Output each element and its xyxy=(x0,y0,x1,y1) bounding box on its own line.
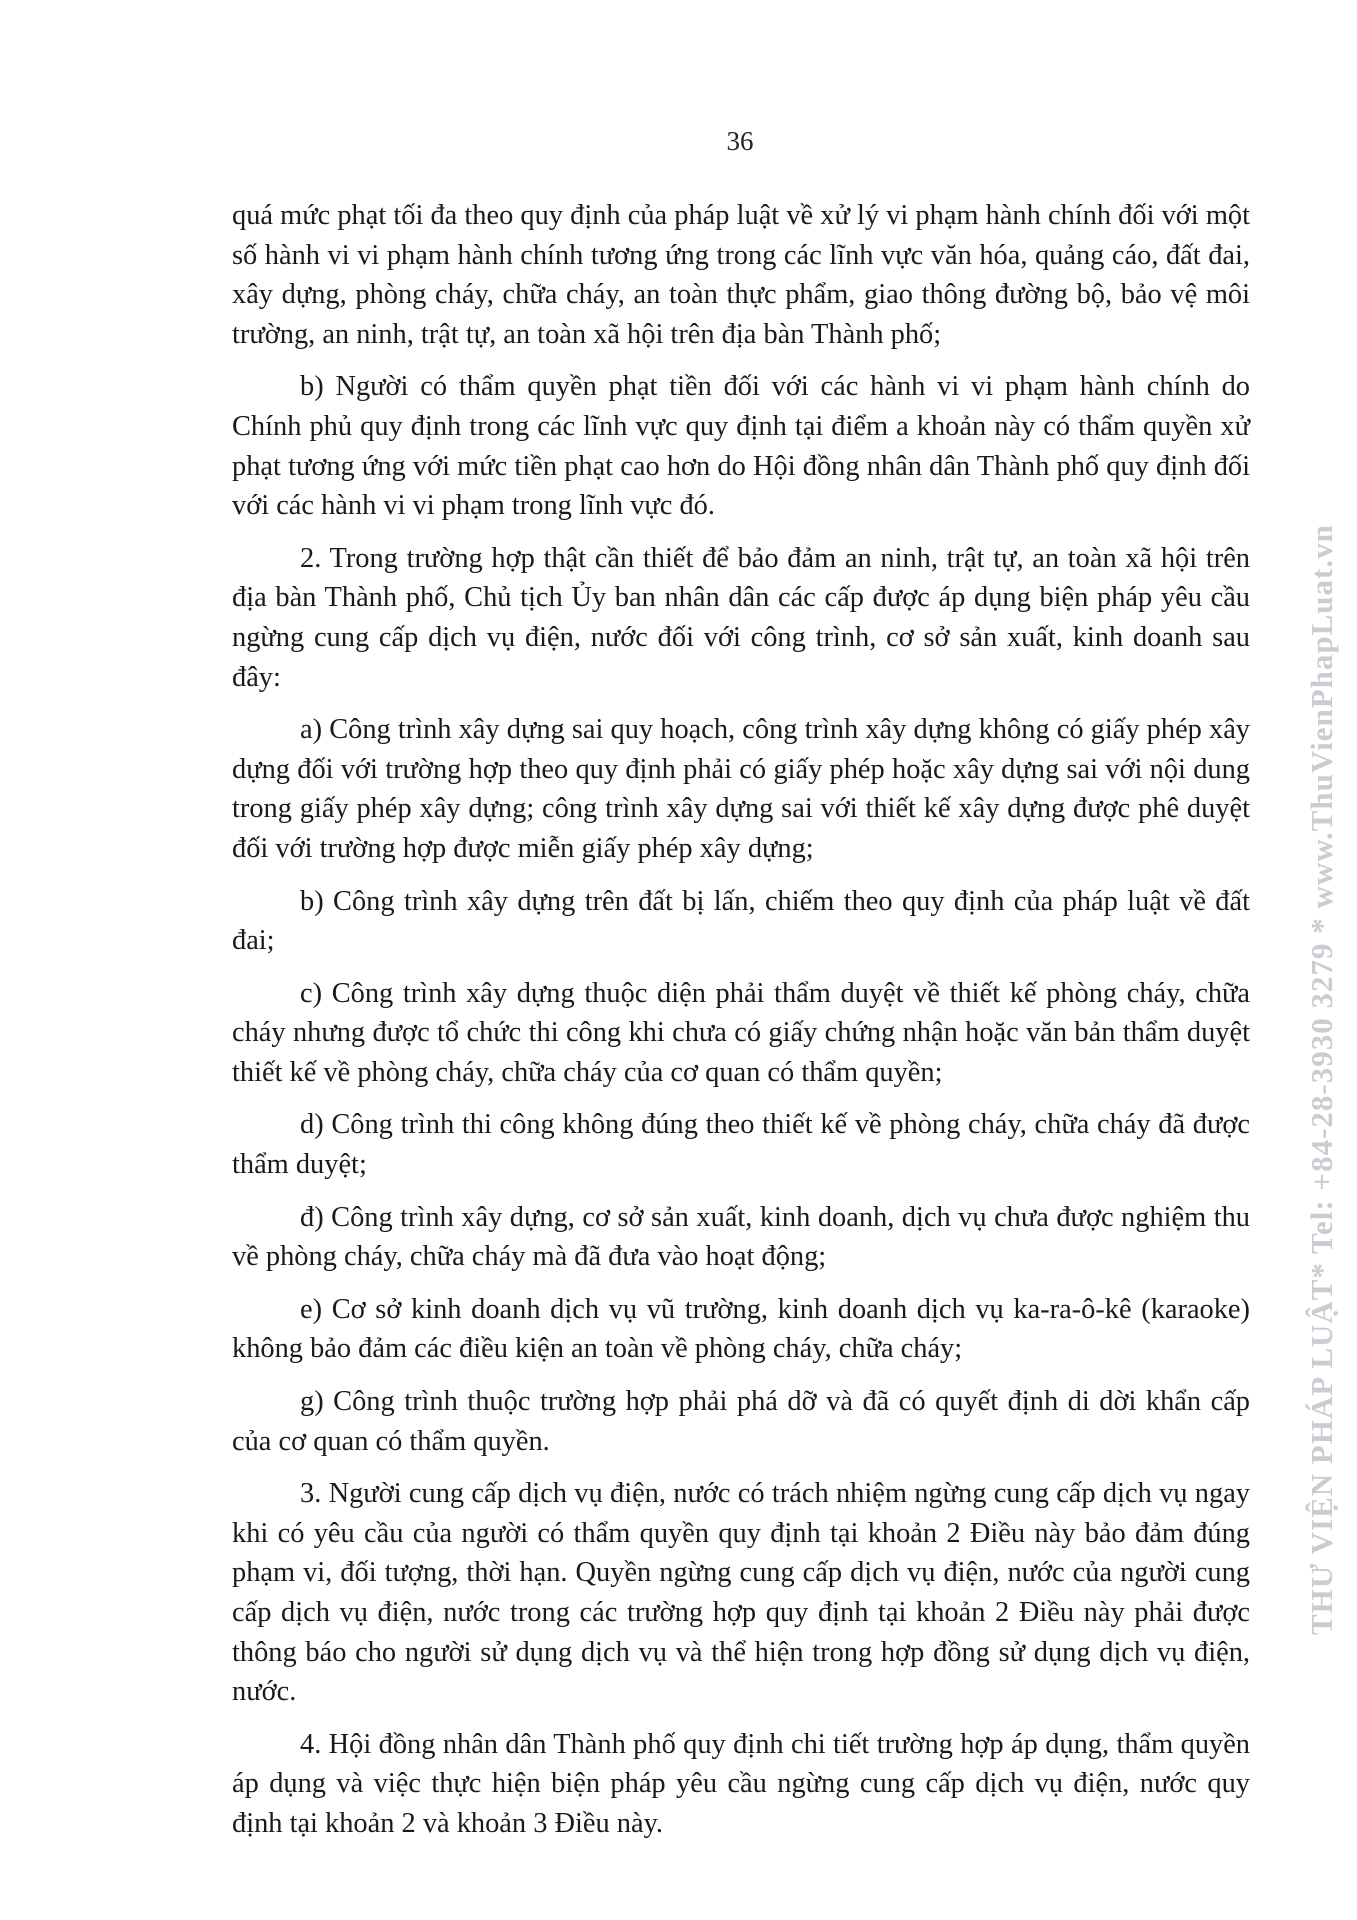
paragraph-point-e: e) Cơ sở kinh doanh dịch vụ vũ trường, kinh doanh dịch vụ ka-ra-ô-kê (karaoke) không bảo đảm các điều kiện an toàn về phòng cháy, chữa cháy; xyxy=(232,1293,1250,1365)
page-number: 36 xyxy=(726,126,754,156)
paragraph-point-dd: đ) Công trình xây dựng, cơ sở sản xuất, kinh doanh, dịch vụ chưa được nghiệm thu về phòng cháy, chữa cháy mà đã đưa vào hoạt động; xyxy=(232,1201,1250,1273)
watermark-text: THƯ VIỆN PHÁP LUẬT* Tel: +84-28-3930 3279 * www.ThuVienPhapLuat.vn xyxy=(1304,524,1339,1635)
paragraph-clause-2: 2. Trong trường hợp thật cần thiết để bảo đảm an ninh, trật tự, an toàn xã hội trên địa bàn Thành phố, Chủ tịch Ủy ban nhân dân các cấp được áp dụng biện pháp yêu cầu ngừng cung cấp dịch vụ điện, nước đối với công trình, cơ sở sản xuất, kinh doanh sau đây: xyxy=(232,542,1250,693)
paragraph-clause-4: 4. Hội đồng nhân dân Thành phố quy định chi tiết trường hợp áp dụng, thẩm quyền áp dụng và việc thực hiện biện pháp yêu cầu ngừng cung cấp dịch vụ điện, nước quy định tại khoản 2 và khoản 3 Điều này. xyxy=(232,1728,1250,1839)
paragraph-point-d: d) Công trình thi công không đúng theo thiết kế về phòng cháy, chữa cháy đã được thẩm duyệt; xyxy=(232,1109,1250,1181)
paragraph-point-g: g) Công trình thuộc trường hợp phải phá dỡ và đã có quyết định di dời khẩn cấp của cơ quan có thẩm quyền. xyxy=(232,1386,1250,1457)
document-body xyxy=(232,196,1250,1857)
paragraph-point-c: c) Công trình xây dựng thuộc diện phải thẩm duyệt về thiết kế phòng cháy, chữa cháy nhưng được tổ chức thi công khi chưa có giấy chứng nhận hoặc văn bản thẩm duyệt thiết kế về phòng cháy, chữa cháy của cơ quan có thẩm quyền; xyxy=(232,977,1250,1088)
paragraph-point-b2: b) Công trình xây dựng trên đất bị lấn, chiếm theo quy định của pháp luật về đất đai; xyxy=(232,885,1250,957)
paragraph-continuation: quá mức phạt tối đa theo quy định của pháp luật về xử lý vi phạm hành chính đối với một số hành vi vi phạm hành chính tương ứng trong các lĩnh vực văn hóa, quảng cáo, đất đai, xây dựng, phòng cháy, chữa cháy, an toàn thực phẩm, giao thông đường bộ, bảo vệ môi trường, an ninh, trật tự, an toàn xã hội trên địa bàn Thành phố; xyxy=(232,200,1250,350)
paragraph-point-b: b) Người có thẩm quyền phạt tiền đối với các hành vi vi phạm hành chính do Chính phủ quy định trong các lĩnh vực quy định tại điểm a khoản này có thẩm quyền xử phạt tương ứng với mức tiền phạt cao hơn do Hội đồng nhân dân Thành phố quy định đối với các hành vi vi phạm trong lĩnh vực đó. xyxy=(232,371,1250,522)
paragraph-clause-3: 3. Người cung cấp dịch vụ điện, nước có trách nhiệm ngừng cung cấp dịch vụ ngay khi có yêu cầu của người có thẩm quyền quy định tại khoản 2 Điều này bảo đảm đúng phạm vi, đối tượng, thời hạn. Quyền ngừng cung cấp dịch vụ điện, nước của người cung cấp dịch vụ điện, nước trong các trường hợp quy định tại khoản 2 Điều này phải được thông báo cho người sử dụng dịch vụ và thể hiện trong hợp đồng sử dụng dịch vụ điện, nước. xyxy=(232,1478,1250,1708)
paragraph-point-a: a) Công trình xây dựng sai quy hoạch, công trình xây dựng không có giấy phép xây dựng đối với trường hợp theo quy định phải có giấy phép hoặc xây dựng sai với nội dung trong giấy phép xây dựng; công trình xây dựng sai với thiết kế xây dựng được phê duyệt đối với trường hợp được miễn giấy phép xây dựng; xyxy=(232,714,1250,864)
